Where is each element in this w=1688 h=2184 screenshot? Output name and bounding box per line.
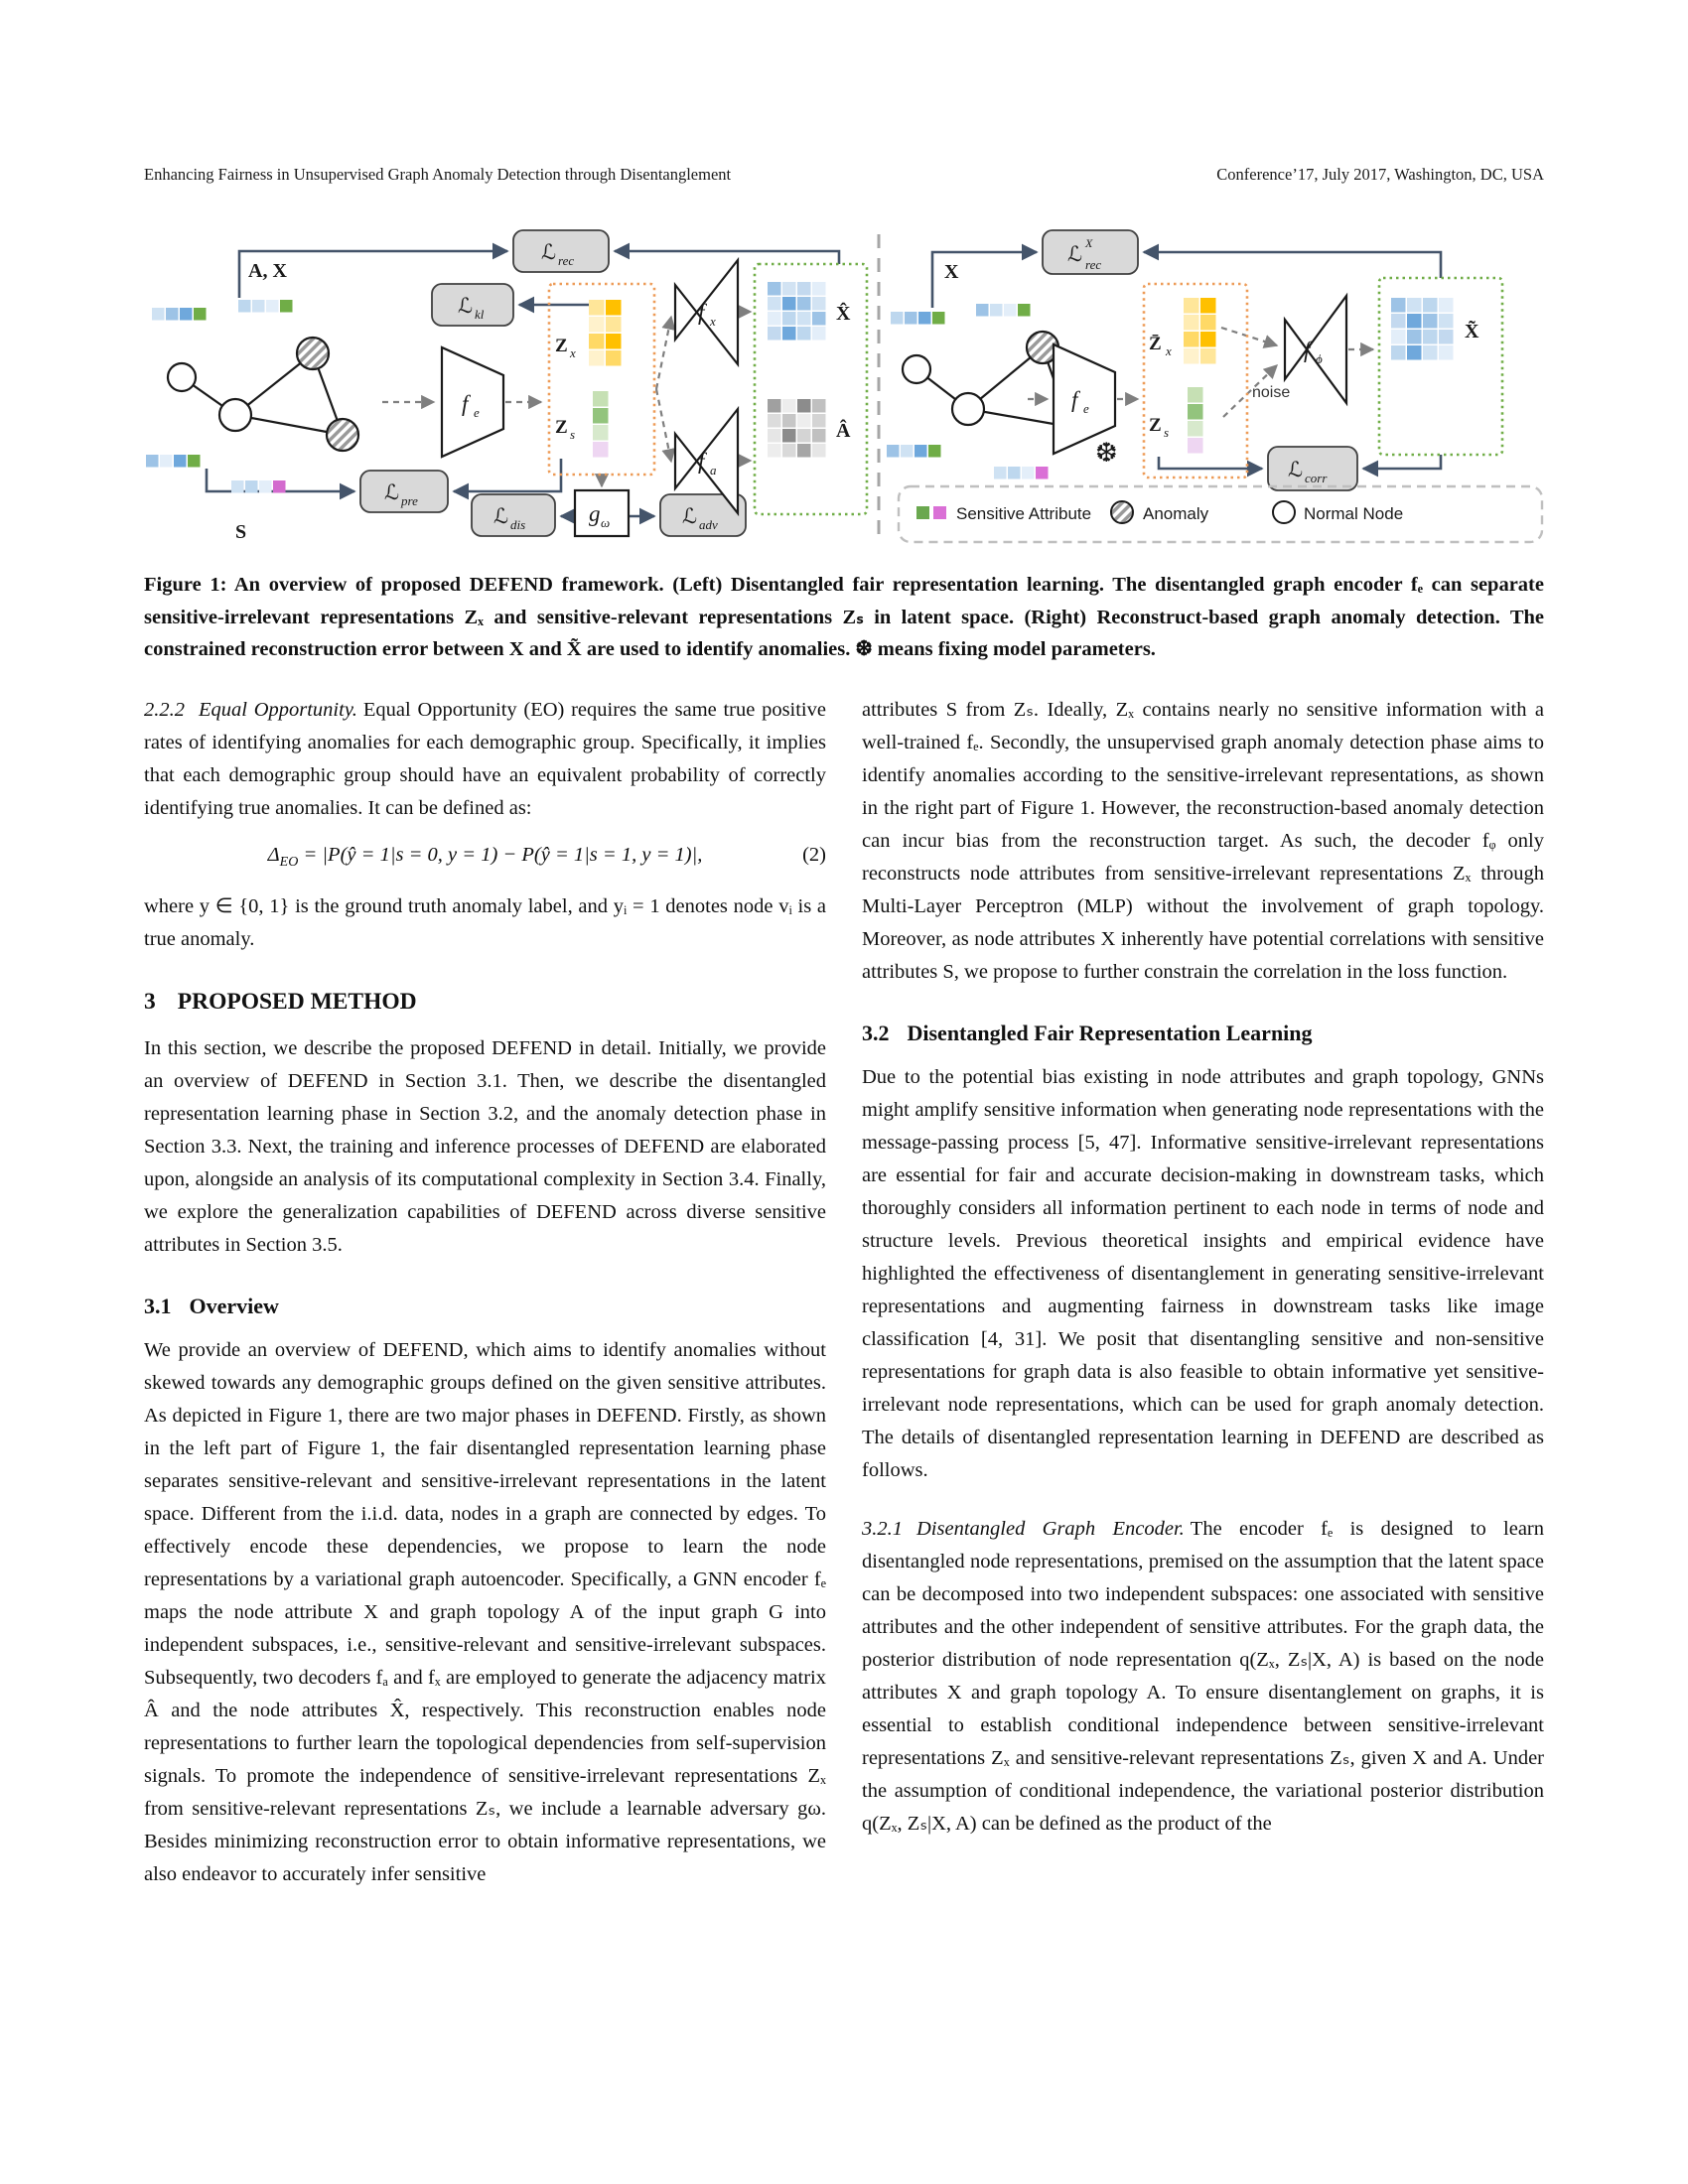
label-zxbar-sub: x: [1166, 343, 1172, 358]
svg-text:rec: rec: [1085, 257, 1102, 272]
section-title: PROPOSED METHOD: [177, 988, 417, 1015]
svg-text:rec: rec: [558, 253, 575, 268]
legend-magenta-square: [933, 506, 946, 519]
label-zx-sub: x: [570, 345, 576, 360]
svg-text:e: e: [474, 405, 480, 420]
svg-text:corr: corr: [1305, 471, 1328, 485]
svg-text:ℒ: ℒ: [1288, 458, 1304, 481]
svg-text:X: X: [1085, 236, 1093, 250]
label-ax: A, X: [248, 260, 287, 282]
attr-row: [887, 445, 941, 458]
svg-text:f: f: [462, 391, 469, 416]
section-3-1-heading: [144, 1290, 826, 1322]
attr-row: [994, 467, 1049, 479]
paragraph-text: Equal Opportunity (EO) requires the same true positive rates of identifying anomalies for each demographic group. Specifically, it implies that each demographic group should have an equivalent probability of correctly identifying true anomalies. It can be defined as:: [144, 698, 826, 819]
section-title: Overview: [189, 1293, 279, 1318]
svg-text:ℒ: ℒ: [493, 504, 509, 528]
encoder-fe: [442, 347, 503, 457]
svg-text:ℒ: ℒ: [682, 504, 698, 528]
ahat-matrix: [768, 399, 826, 458]
loss-pre-box: [360, 471, 448, 512]
xhat-matrix: [768, 282, 826, 341]
snowflake-icon: ❆: [1095, 438, 1118, 468]
right-column: [862, 694, 1544, 1893]
anomaly-node: [297, 338, 329, 369]
section-3-heading: [144, 986, 826, 1019]
legend-normal-label: Normal Node: [1304, 504, 1404, 523]
svg-text:dis: dis: [510, 517, 526, 532]
subsection-title: Equal Opportunity.: [199, 698, 357, 721]
attr-row: [238, 300, 293, 313]
loss-recx-box: [1043, 230, 1138, 274]
normal-node: [903, 355, 930, 383]
figure-legend: [899, 486, 1542, 542]
label-xhat: X̂: [836, 303, 851, 325]
running-title: Enhancing Fairness in Unsupervised Graph Anomaly Detection through Disentanglement: [144, 165, 732, 184]
para-section-3-1: We provide an overview of DEFEND, which aims to identify anomalies without skewed towards any demographic groups defined on the given sensitive attributes. As depicted in Figure 1, there are two major phases in DEFEND. Firstly, as shown in the left part of Figure 1, the fair disentangled representation learning phase separates sensitive-relevant and sensitive-irrelevant representations in the latent space. Different from the i.i.d. data, nodes in a graph are connected by edges. To effectively encode these dependencies, we propose to learn the node representations by a variational graph autoencoder. Specifically, a GNN encoder fₑ maps the node attribute X and graph topology A of the input graph G into independent subspaces, i.e., sensitive-relevant and sensitive-irrelevant subspaces. Subsequently, two decoders fₐ and fₓ are employed to generate the adjacency matrix Â and the node attributes X̂, respectively. This reconstruction enables node representations to further learn the topological dependencies from self-supervision signals. To promote the independence of sensitive-irrelevant representations Zₓ from sensitive-relevant representations Zₛ, we include a learnable adversary gω. Besides minimizing reconstruction error to obtain informative representations, we also endeavor to accurately infer sensitive: [144, 1338, 826, 1885]
svg-text:kl: kl: [475, 307, 485, 322]
section-number: 3.2: [862, 1020, 890, 1045]
legend-green-square: [916, 506, 929, 519]
label-zs-right: Z: [1149, 415, 1162, 436]
running-header: [144, 165, 1544, 185]
para-section-3: In this section, we describe the proposed DEFEND in detail. Initially, we provide an overview of DEFEND in Section 3.1. Then, we describe the disentangled representation learning phase in Section 3.2, and the anomaly detection phase in Section 3.3. Next, the training and inference processes of DEFEND are elaborated upon, alongside an analysis of its computational complexity in Section 3.4. Finally, we explore the generalization capabilities of DEFEND across diverse sensitive attributes in Section 3.5.: [144, 1036, 826, 1256]
loss-kl-box: [432, 284, 513, 326]
section-3-2-heading: [862, 1017, 1544, 1049]
paragraph-text: The encoder fₑ is designed to learn disentangled node representations, premised on the assumption that the latent space can be decomposed into two independent subspaces: one associated with sensitive attributes and the other independent of sensitive attributes. For the graph data, the posterior distribution of node representation q(Zₓ, Zₛ|X, A) is based on the node attributes X and graph topology A. To ensure disentanglement on graphs, it is essential to establish conditional independence between sensitive-irrelevant representations Zₓ and sensitive-relevant representations Zₛ, given X and A. Under the assumption of conditional independence, the variational posterior distribution q(Zₓ, Zₛ|X, A) can be defined as the product of the: [862, 1517, 1544, 1835]
label-xtilde: X̃: [1465, 321, 1479, 342]
left-column: [144, 694, 826, 1893]
svg-text:ℒ: ℒ: [1067, 242, 1083, 266]
svg-text:f: f: [1304, 338, 1311, 362]
svg-text:a: a: [710, 463, 717, 478]
para-3-2-1: [862, 1513, 1544, 1841]
label-zxbar: Z̄: [1149, 334, 1162, 354]
anomaly-node: [327, 419, 358, 451]
decoder-fphi: [1285, 296, 1346, 403]
svg-text:ℒ: ℒ: [458, 294, 474, 318]
legend-anomaly-icon: [1111, 501, 1133, 523]
label-zs-sub: s: [570, 427, 576, 442]
svg-text:ϕ: ϕ: [1316, 351, 1323, 366]
legend-anomaly-label: Anomaly: [1143, 504, 1209, 523]
decoder-fx: [675, 260, 738, 364]
zxbar-matrix: [1184, 298, 1216, 364]
loss-rec-box: [513, 230, 609, 272]
svg-text:f: f: [1071, 387, 1078, 412]
para-2-2-2: [144, 694, 826, 825]
label-x: X: [944, 261, 959, 283]
svg-text:adv: adv: [699, 517, 718, 532]
label-s: S: [235, 521, 247, 543]
svg-text:f: f: [698, 449, 705, 474]
svg-text:ℒ: ℒ: [541, 240, 557, 264]
zs-matrix-right: [1188, 387, 1203, 454]
legend-normal-icon: [1273, 501, 1295, 523]
svg-text:pre: pre: [401, 493, 418, 508]
label-zs: Z: [555, 417, 568, 438]
legend-sensitive-label: Sensitive Attribute: [956, 504, 1092, 523]
section-title: Disentangled Fair Representation Learning: [907, 1020, 1313, 1045]
svg-text:ω: ω: [601, 515, 611, 530]
subsection-number: 2.2.2: [144, 698, 185, 721]
label-ahat: Â: [836, 420, 851, 442]
body-columns: [144, 694, 1544, 1893]
equation-body: $\Delta_{EO}$ = |P(ŷ = 1|s = 0, y = 1) − P(ŷ = 1|s = 1, y = 1)|,: [267, 843, 703, 870]
figure-1-caption: Figure 1: An overview of proposed DEFEND framework. (Left) Disentangled fair representation learning. The disentangled graph encoder fₑ can separate sensitive-irrelevant representations Zₓ and sensitive-relevant representations Zₛ in latent space. (Right) Reconstruct-based graph anomaly detection. The constrained reconstruction error between X and X̃ are used to identify anomalies. ❆ means fixing model parameters.: [144, 574, 1544, 660]
normal-node: [219, 399, 251, 431]
section-number: 3.1: [144, 1293, 172, 1318]
para-where: where y ∈ {0, 1} is the ground truth anomaly label, and yᵢ = 1 denotes node vᵢ is a true anomaly.: [144, 894, 826, 950]
subsection-number: 3.2.1: [862, 1517, 903, 1540]
section-number: 3: [144, 988, 156, 1015]
encoder-fe-frozen: [1054, 344, 1118, 468]
svg-text:f: f: [698, 300, 705, 325]
xtilde-matrix: [1391, 298, 1454, 360]
attr-row: [146, 455, 201, 468]
normal-node: [168, 363, 196, 391]
equation-2: [144, 839, 826, 879]
subsection-title: Disentangled Graph Encoder.: [916, 1517, 1185, 1540]
svg-text:e: e: [1083, 401, 1089, 416]
label-noise: noise: [1252, 384, 1291, 401]
adversary-box: [575, 490, 629, 536]
svg-text:x: x: [710, 314, 716, 329]
conference-info: Conference’17, July 2017, Washington, DC, USA: [1216, 165, 1544, 184]
attr-row: [152, 308, 207, 321]
svg-text:g: g: [589, 501, 601, 526]
figure-1-diagram: [144, 220, 1544, 548]
left-solid-arrows: [207, 251, 839, 516]
label-zs-right-sub: s: [1164, 425, 1170, 440]
zs-matrix: [593, 391, 609, 458]
para-continuation: attributes S from Zₛ. Ideally, Zₓ contains nearly no sensitive information with a well-trained fₑ. Secondly, the unsupervised graph anomaly detection phase aims to identify anomalies according to the sensitive-irrelevant representations, as shown in the right part of Figure 1. However, the reconstruction-based anomaly detection can incur bias from the reconstruction target. As such, the decoder fᵩ only reconstructs node attributes from sensitive-irrelevant representations Zₓ through Multi-Layer Perceptron (MLP) without the involvement of graph topology. Moreover, as node attributes X inherently have potential correlations with sensitive attributes S, we propose to further constrain the correlation in the loss function.: [862, 698, 1544, 983]
normal-node: [952, 393, 984, 425]
zx-matrix: [589, 300, 622, 366]
attr-row: [976, 304, 1031, 317]
equation-number: (2): [802, 843, 826, 866]
attr-row: [891, 312, 945, 325]
para-section-3-2: Due to the potential bias existing in node attributes and graph topology, GNNs might amplify sensitive information when generating node representations with the message-passing process [5, 47]. Informative sensitive-irrelevant representations are essential for fair and accurate decision-making in downstream tasks, which thoroughly considers all information pertinent to each node in terms of node and structure levels. Previous theoretical insights and empirical evidence have highlighted the effectiveness of disentanglement in generating sensitive-irrelevant representations and augmenting fairness in downstream tasks like image classification [4, 31]. We posit that disentangling sensitive and non-sensitive representations for graph data is also feasible to obtain informative yet sensitive-irrelevant node representations, which can be used for graph anomaly detection. The details of disentangled representation learning in DEFEND are described as follows.: [862, 1065, 1544, 1481]
svg-text:ℒ: ℒ: [384, 480, 400, 504]
loss-dis-box: [472, 494, 555, 536]
label-zx: Z: [555, 336, 568, 356]
figure-1: [144, 220, 1544, 553]
loss-corr-box: [1268, 447, 1357, 490]
input-graph-left: [168, 338, 358, 451]
